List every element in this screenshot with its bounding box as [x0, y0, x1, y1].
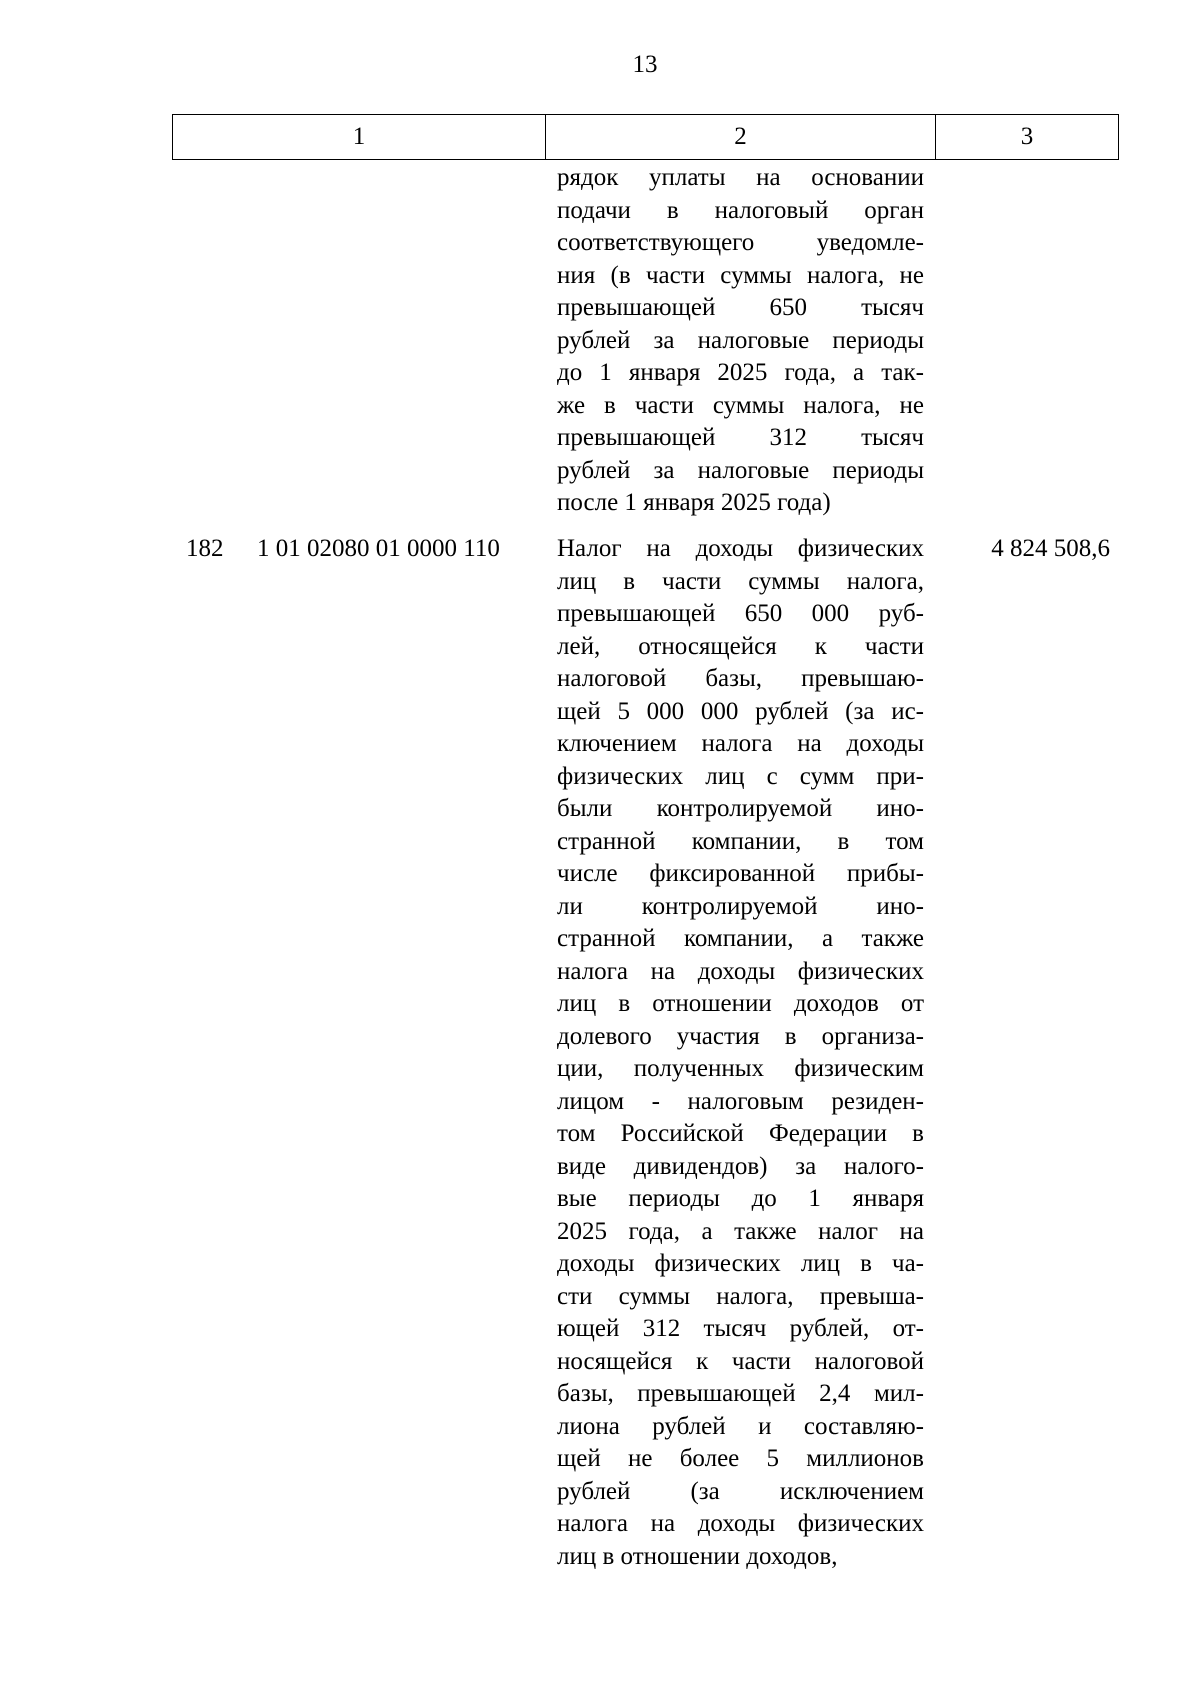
description-line: физических лиц с сумм при-	[557, 762, 924, 790]
description-line: вые периоды до 1 января	[557, 1185, 924, 1212]
description-line: странной компании, в том	[557, 827, 924, 855]
description-line: лиц в части суммы налога,	[557, 567, 924, 595]
description-line: 2025 года, а также налог на	[557, 1217, 924, 1245]
admin-code: 182	[186, 535, 224, 562]
description-line: странной компании, а также	[557, 925, 924, 952]
budget-classification-code: 1 01 02080 01 0000 110	[257, 535, 500, 562]
description-line: налога на доходы физических	[557, 957, 924, 985]
description-line: рублей за налоговые периоды	[557, 326, 924, 354]
page-number: 13	[632, 51, 658, 78]
description-line: Налог на доходы физических	[557, 535, 924, 562]
description-line: до 1 января 2025 года, а так-	[557, 359, 924, 386]
description-line: лиона рублей и составляю-	[557, 1412, 924, 1440]
description-line: щей не более 5 миллионов	[557, 1445, 924, 1472]
description-line: ли контролируемой ино-	[557, 892, 924, 920]
description-line: ключением налога на доходы	[557, 730, 924, 757]
description-line: доходы физических лиц в ча-	[557, 1250, 924, 1277]
description-line: ции, полученных физическим	[557, 1055, 924, 1082]
row-description	[557, 533, 924, 1573]
description-line: долевого участия в организа-	[557, 1022, 924, 1050]
description-line: носящейся к части налоговой	[557, 1347, 924, 1375]
description-line: рядок уплаты на основании	[557, 164, 924, 191]
description-line: рублей (за исключением	[557, 1477, 924, 1505]
table-header	[172, 114, 1119, 160]
description-line: рублей за налоговые периоды	[557, 456, 924, 484]
description-line: щей 5 000 000 рублей (за ис-	[557, 697, 924, 725]
description-line: после 1 января 2025 года)	[557, 489, 831, 516]
description-line: превышающей 650 тысяч	[557, 294, 924, 321]
description-line: ющей 312 тысяч рублей, от-	[557, 1315, 924, 1342]
description-line: лиц в отношении доходов,	[557, 1542, 838, 1570]
description-line: налоговой базы, превышаю-	[557, 665, 924, 692]
description-line: числе фиксированной прибы-	[557, 860, 924, 887]
description-line: лиц в отношении доходов от	[557, 990, 924, 1017]
description-line: подачи в налоговый орган	[557, 196, 924, 224]
description-line: были контролируемой ино-	[557, 795, 924, 822]
description-line: сти суммы налога, превыша-	[557, 1282, 924, 1310]
description-line: лей, относящейся к части	[557, 632, 924, 660]
description-line: лицом - налоговым резиден-	[557, 1087, 924, 1115]
description-line: базы, превышающей 2,4 мил-	[557, 1380, 924, 1407]
continued-row-description	[557, 162, 924, 520]
description-line: соответствующего уведомле-	[557, 229, 924, 256]
description-line: превышающей 650 000 руб-	[557, 600, 924, 627]
column-header-1: 1	[173, 115, 546, 159]
description-line: виде дивидендов) за налого-	[557, 1152, 924, 1180]
column-header-2: 2	[546, 115, 936, 159]
description-line: же в части суммы налога, не	[557, 391, 924, 419]
amount-value: 4 824 508,6	[991, 535, 1110, 562]
description-line: том Российской Федерации в	[557, 1120, 924, 1147]
column-header-3: 3	[1020, 123, 1034, 150]
description-line: ния (в части суммы налога, не	[557, 261, 924, 289]
description-line: превышающей 312 тысяч	[557, 424, 924, 451]
description-line: налога на доходы физических	[557, 1510, 924, 1537]
